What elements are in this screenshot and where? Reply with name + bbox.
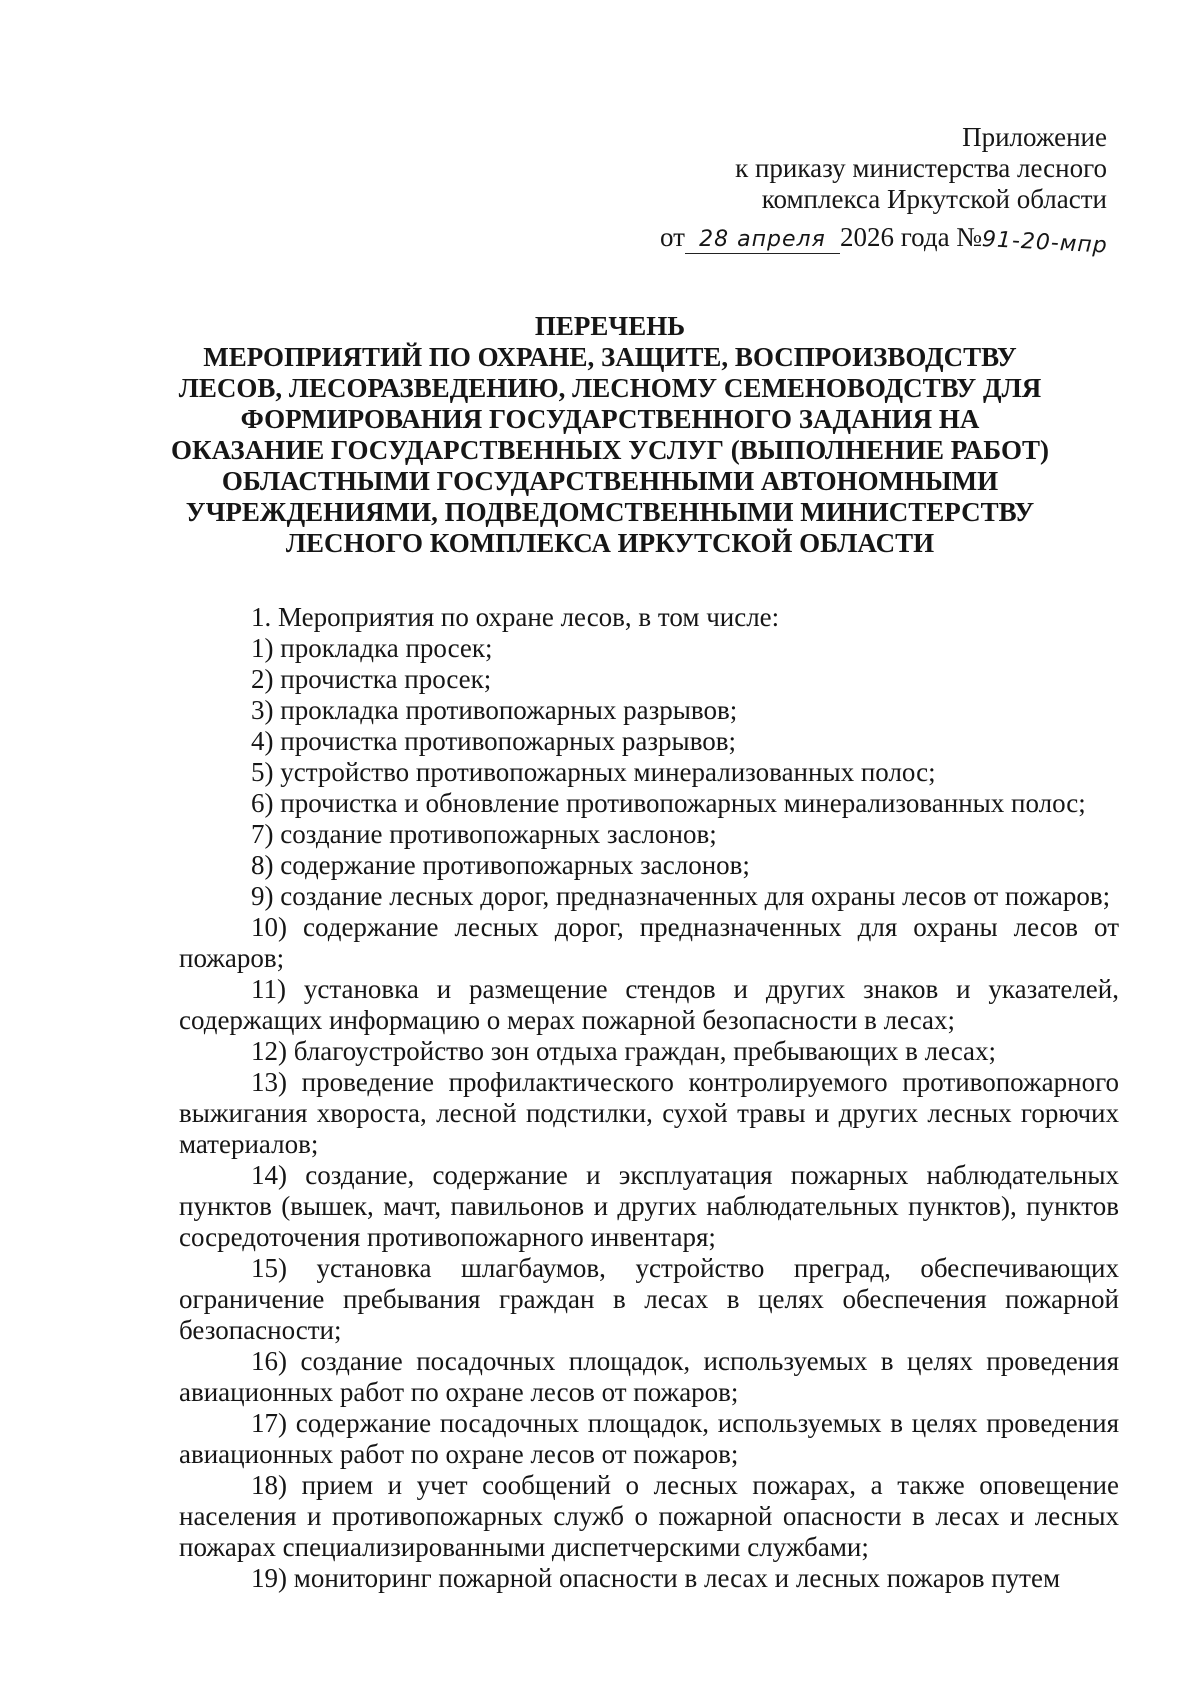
list-item: 10) содержание лесных дорог, предназначенных для охраны лесов от пожаров; <box>179 912 1119 973</box>
list-item: 2) прочистка просек; <box>251 664 492 694</box>
title-line: УЧРЕЖДЕНИЯМИ, ПОДВЕДОМСТВЕННЫМИ МИНИСТЕРСТВУ <box>185 497 1035 527</box>
list-item: 19) мониторинг пожарной опасности в лесах и лесных пожаров путем <box>251 1563 1061 1593</box>
title-line: МЕРОПРИЯТИЙ ПО ОХРАНЕ, ЗАЩИТЕ, ВОСПРОИЗВОДСТВУ <box>203 342 1017 372</box>
list-item: 17) содержание посадочных площадок, используемых в целях проведения авиационных работ по охране лесов от пожаров; <box>179 1408 1119 1469</box>
title-line: ЛЕСОВ, ЛЕСОРАЗВЕДЕНИЮ, ЛЕСНОМУ СЕМЕНОВОДСТВУ ДЛЯ <box>178 373 1042 403</box>
list-item: 12) благоустройство зон отдыха граждан, пребывающих в лесах; <box>251 1036 997 1066</box>
list-item: 16) создание посадочных площадок, используемых в целях проведения авиационных работ по охране лесов от пожаров; <box>179 1346 1119 1407</box>
list-item: 8) содержание противопожарных заслонов; <box>251 850 750 880</box>
list-item: 14) создание, содержание и эксплуатация пожарных наблюдательных пунктов (вышек, мачт, павильонов и других наблюдательных пунктов), пунктов сосредоточения противопожарного инвентаря; <box>179 1160 1119 1252</box>
order-prefix: от <box>660 222 685 252</box>
title-line: ФОРМИРОВАНИЯ ГОСУДАРСТВЕННОГО ЗАДАНИЯ НА <box>240 404 980 434</box>
list-item: 18) прием и учет сообщений о лесных пожарах, а также оповещение населения и противопожарных служб о пожарной опасности в лесах и лесных пожарах специализированными диспетчерскими службами; <box>179 1470 1119 1562</box>
document-body <box>179 602 1119 1594</box>
annex-ministry: комплекса Иркутской области <box>761 184 1107 214</box>
list-item: 5) устройство противопожарных минерализованных полос; <box>251 757 936 787</box>
list-item: 15) установка шлагбаумов, устройство преград, обеспечивающих ограничение пребывания граждан в лесах в целях обеспечения пожарной безопасности; <box>179 1253 1119 1345</box>
annex-order-reference: к приказу министерства лесного <box>735 153 1107 183</box>
order-year: 2026 года № <box>839 222 983 252</box>
list-item: 7) создание противопожарных заслонов; <box>251 819 717 849</box>
title-line: ОКАЗАНИЕ ГОСУДАРСТВЕННЫХ УСЛУГ (ВЫПОЛНЕНИЕ РАБОТ) <box>171 435 1049 465</box>
handwritten-date: 28 апреля <box>685 227 840 254</box>
list-item: 13) проведение профилактического контролируемого противопожарного выжигания хвороста, лесной подстилки, сухой травы и других лесных горючих материалов; <box>179 1067 1119 1159</box>
handwritten-order-number: 91-20-мпр <box>981 227 1109 259</box>
title-line: ПЕРЕЧЕНЬ <box>534 311 686 341</box>
title-line: ОБЛАСТНЫМИ ГОСУДАРСТВЕННЫМИ АВТОНОМНЫМИ <box>221 466 999 496</box>
order-date-line <box>660 222 1132 259</box>
annex-header <box>735 122 1107 215</box>
document-title <box>150 311 1070 559</box>
list-item: 6) прочистка и обновление противопожарных минерализованных полос; <box>251 788 1086 818</box>
list-item: 9) создание лесных дорог, предназначенных для охраны лесов от пожаров; <box>251 881 1111 911</box>
annex-label: Приложение <box>962 122 1107 152</box>
list-item: 1) прокладка просек; <box>251 633 493 663</box>
list-item: 11) установка и размещение стендов и других знаков и указателей, содержащих информацию о мерах пожарной безопасности в лесах; <box>179 974 1119 1035</box>
section-heading: 1. Мероприятия по охране лесов, в том числе: <box>251 602 780 632</box>
list-item: 4) прочистка противопожарных разрывов; <box>251 726 737 756</box>
list-item: 3) прокладка противопожарных разрывов; <box>251 695 738 725</box>
title-line: ЛЕСНОГО КОМПЛЕКСА ИРКУТСКОЙ ОБЛАСТИ <box>285 528 935 558</box>
